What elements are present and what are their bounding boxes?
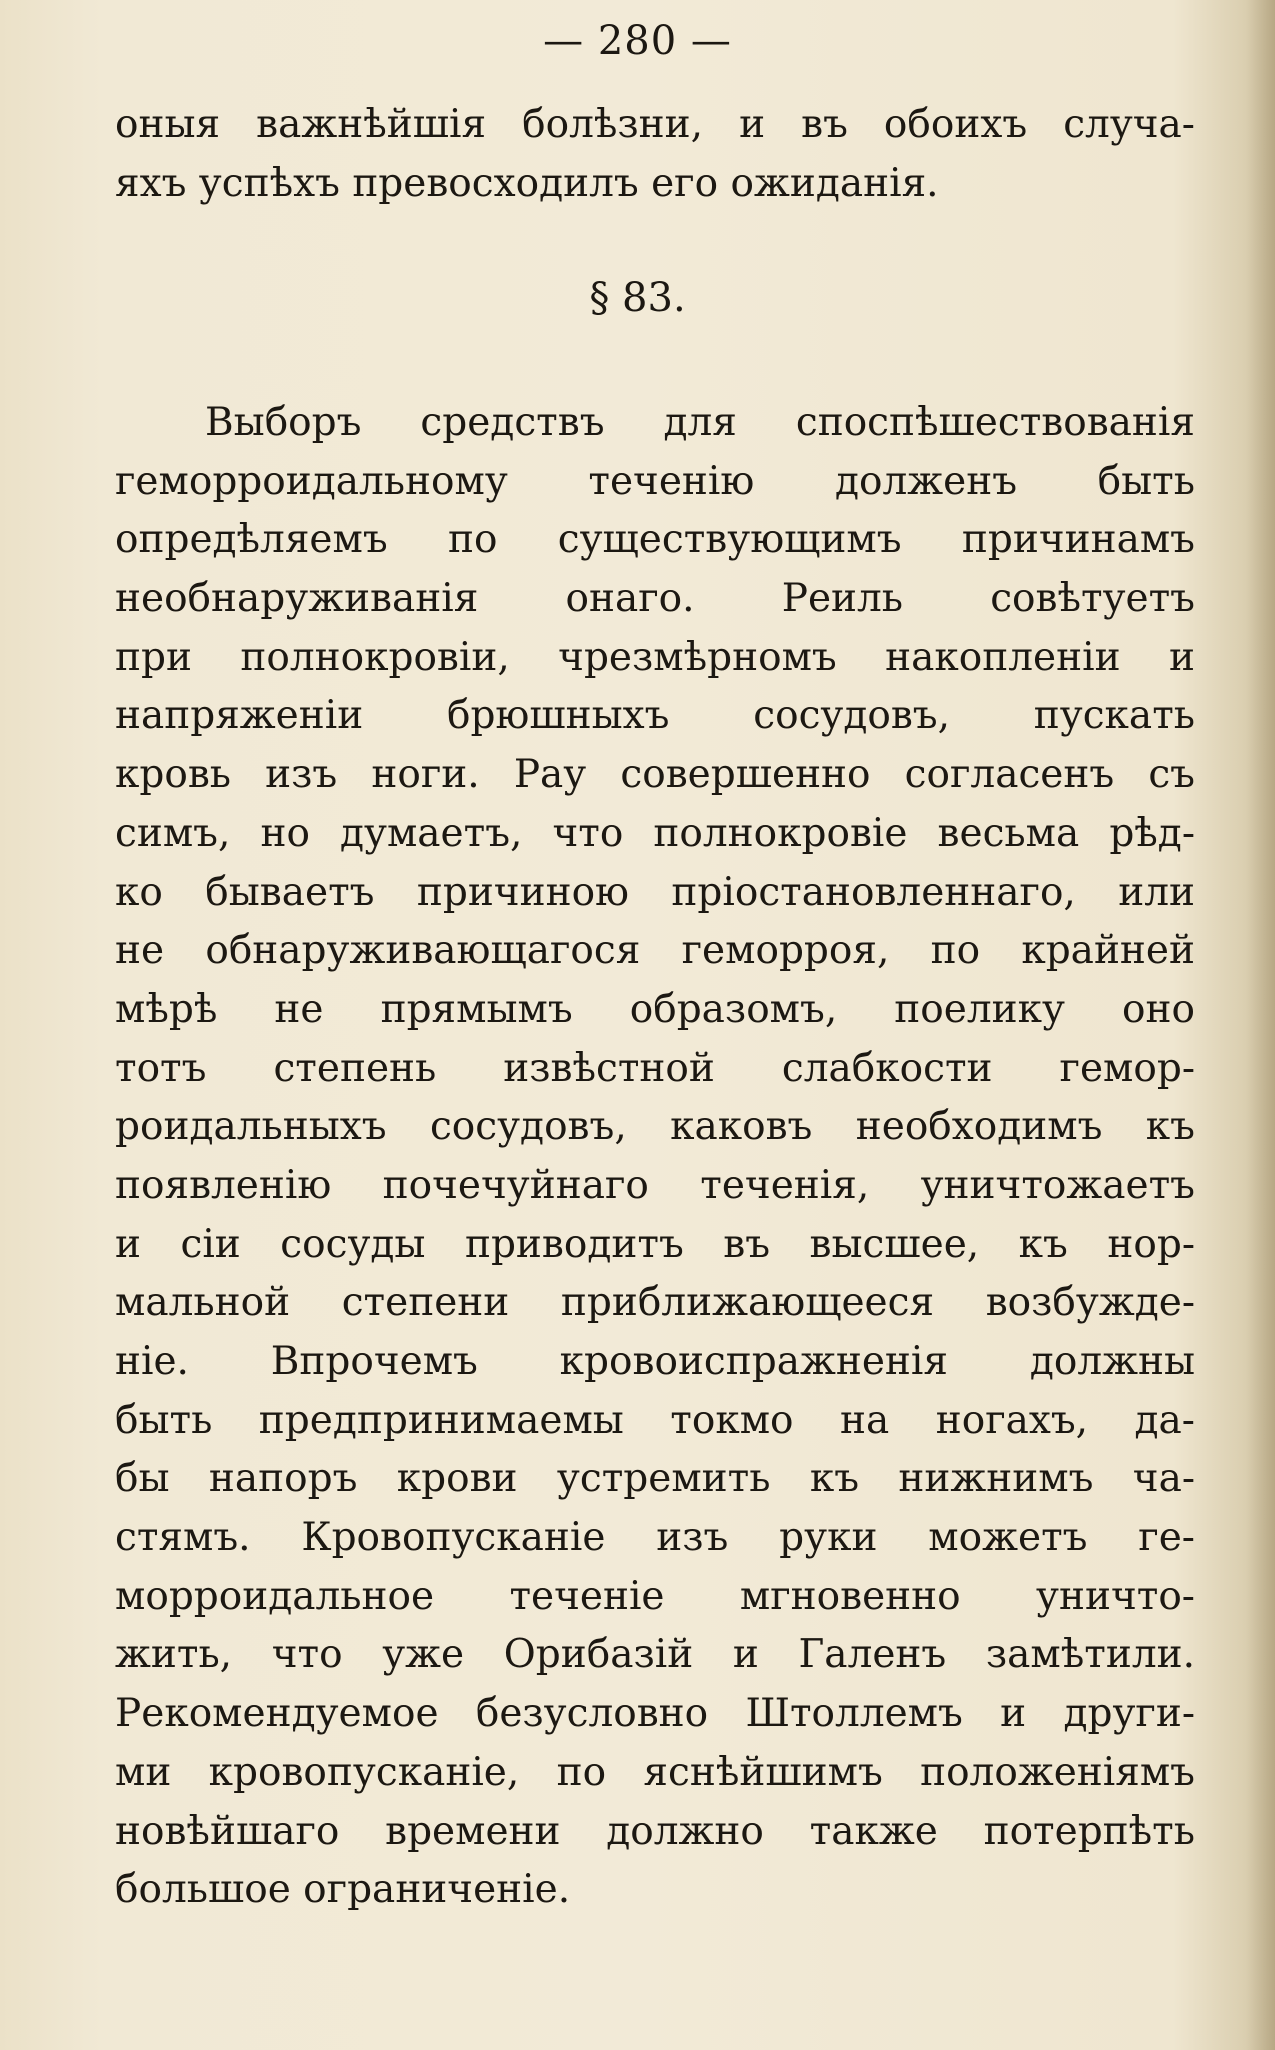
text-line: Рекомендуемое безусловно Штоллемъ и други- bbox=[115, 1691, 1195, 1737]
text-line: напряженіи брюшныхъ сосудовъ, пускать bbox=[115, 693, 1195, 739]
text-line: новѣйшаго времени должно также потерпѣть bbox=[115, 1808, 1195, 1854]
text-line: быть предпринимаемы токмо на ногахъ, да- bbox=[115, 1397, 1195, 1443]
text-line: большое ограниченіе. bbox=[115, 1867, 571, 1913]
opening-text bbox=[115, 96, 1195, 213]
text-line: и сіи сосуды приводитъ въ высшее, къ нор- bbox=[115, 1221, 1195, 1267]
text-line: ніе. Впрочемъ кровоиспражненія должны bbox=[115, 1339, 1195, 1384]
section-heading: § 83. bbox=[589, 275, 686, 321]
text-line: опредѣляемъ по существующимъ причинамъ bbox=[115, 517, 1195, 563]
text-line: необнаруживанія онаго. Реиль совѣтуетъ bbox=[115, 576, 1195, 622]
text-line: ко бываетъ причиною пріостановленнаго, или bbox=[115, 869, 1195, 915]
text-line: бы напоръ крови устремить къ нижнимъ ча- bbox=[115, 1456, 1195, 1502]
text-line: появленію почечуйнаго теченія, уничтожаетъ bbox=[115, 1162, 1195, 1208]
text-line: морроидальное теченіе мгновенно уничто- bbox=[115, 1573, 1195, 1619]
text-line: не обнаруживающагося геморроя, по крайней bbox=[115, 928, 1195, 974]
paragraph bbox=[115, 394, 1195, 1920]
text-line: яхъ успѣхъ превосходилъ его ожиданія. bbox=[115, 160, 939, 206]
text-line: геморроидальному теченію долженъ быть bbox=[115, 458, 1195, 504]
text-line: ми кровопусканіе, по яснѣйшимъ положеніямъ bbox=[115, 1749, 1195, 1795]
text-line: стямъ. Кровопусканіе изъ руки можетъ ге- bbox=[115, 1515, 1195, 1561]
text-line: мѣрѣ не прямымъ образомъ, поелику оно bbox=[115, 986, 1195, 1032]
text-line: жить, что уже Орибазій и Галенъ замѣтили. bbox=[115, 1632, 1195, 1678]
text-line: симъ, но думаетъ, что полнокровіе весьма рѣд- bbox=[115, 810, 1195, 856]
text-line: Выборъ средствъ для споспѣшествованія bbox=[205, 400, 1195, 445]
text-line: тотъ степень извѣстной слабкости гемор- bbox=[115, 1045, 1195, 1091]
page-number: — 280 — bbox=[543, 18, 732, 64]
text-line: мальной степени приближающееся возбужде- bbox=[115, 1280, 1195, 1326]
text-line: при полнокровіи, чрезмѣрномъ накопленіи и bbox=[115, 634, 1195, 680]
text-line: оныя важнѣйшія болѣзни, и въ обоихъ случа- bbox=[115, 102, 1195, 147]
text-line: кровь изъ ноги. Рау совершенно согласенъ съ bbox=[115, 752, 1195, 798]
text-line: роидальныхъ сосудовъ, каковъ необходимъ къ bbox=[115, 1104, 1195, 1150]
